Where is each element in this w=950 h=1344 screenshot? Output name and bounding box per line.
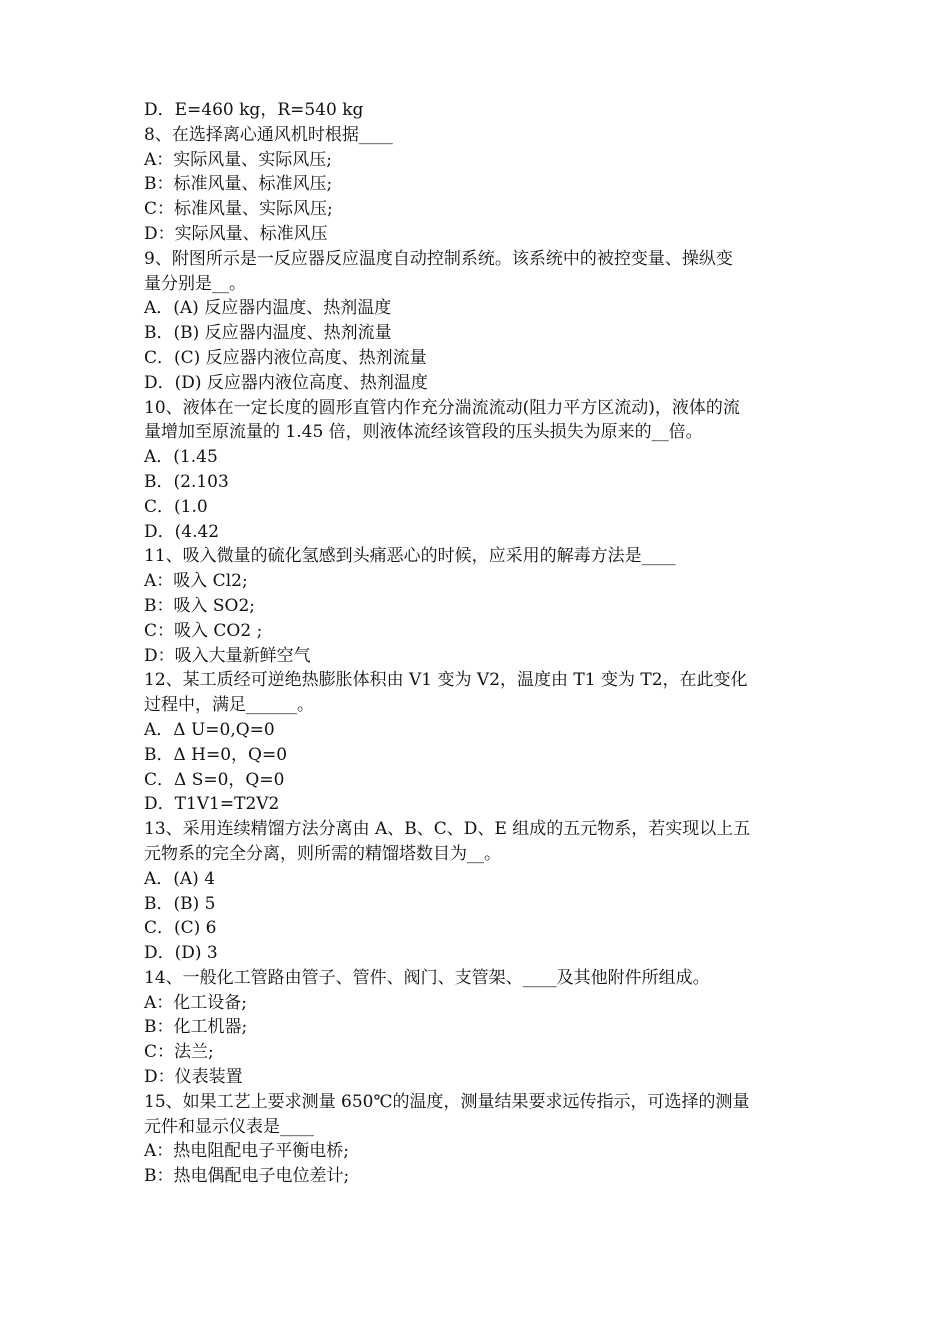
option-line: B．Δ H=0，Q=0 <box>144 744 288 765</box>
question-line: 10、液体在一定长度的圆形直管内作充分湍流流动(阻力平方区流动)，液体的流 <box>144 397 740 418</box>
option-line: C．(C) 6 <box>144 918 217 939</box>
option-line: C：标准风量、实际风压; <box>144 199 333 220</box>
document-page <box>144 98 812 1189</box>
option-line: A：实际风量、实际风压; <box>144 149 333 170</box>
option-line: D．(4.42 <box>144 521 220 542</box>
question-line: 9、附图所示是一反应器反应温度自动控制系统。该系统中的被控变量、操纵变 <box>144 248 733 269</box>
question-line: 8、在选择离心通风机时根据____ <box>144 124 393 145</box>
option-line: C．(1.0 <box>144 496 208 517</box>
question-line: 11、吸入微量的硫化氢感到头痛恶心的时候，应采用的解毒方法是____ <box>144 546 676 567</box>
question-line: 13、采用连续精馏方法分离由 A、B、C、D、E 组成的五元物系，若实现以上五 <box>144 819 751 840</box>
question-line: 量分别是__。 <box>144 273 246 294</box>
question-line: 元件和显示仪表是____ <box>144 1116 314 1137</box>
question-line: 15、如果工艺上要求测量 650℃的温度，测量结果要求远传指示，可选择的测量 <box>144 1091 750 1112</box>
option-line: B：吸入 SO2; <box>144 595 256 616</box>
option-line: D：吸入大量新鲜空气 <box>144 645 311 666</box>
option-line: D．E=460 kg，R=540 kg <box>144 100 364 120</box>
option-line: B．(2.103 <box>144 471 229 492</box>
option-line: B．(B) 反应器内温度、热剂流量 <box>144 323 392 344</box>
question-line: 12、某工质经可逆绝热膨胀体积由 V1 变为 V2，温度由 T1 变为 T2，在此变化 <box>144 670 748 691</box>
option-line: C：吸入 CO2 ; <box>144 620 263 641</box>
option-line: A：热电阻配电子平衡电桥; <box>144 1141 350 1162</box>
option-line: C．Δ S=0，Q=0 <box>144 769 285 790</box>
option-line: D．T1V1=T2V2 <box>144 794 280 815</box>
option-line: A．(A) 4 <box>144 868 216 889</box>
option-line: C：法兰; <box>144 1042 214 1063</box>
option-line: D．(D) 反应器内液位高度、热剂温度 <box>144 372 428 393</box>
option-line: A：化工设备; <box>144 992 248 1013</box>
option-line: A．(1.45 <box>144 447 218 468</box>
option-line: B：热电偶配电子电位差计; <box>144 1166 350 1187</box>
question-line: 量增加至原流量的 1.45 倍，则液体流经该管段的压头损失为原来的__倍。 <box>144 422 703 443</box>
option-line: D：实际风量、标准风压 <box>144 223 328 244</box>
option-line: B：化工机器; <box>144 1017 248 1038</box>
question-line: 元物系的完全分离，则所需的精馏塔数目为__。 <box>144 843 501 864</box>
option-line: A．Δ U=0,Q=0 <box>144 719 275 740</box>
question-line: 14、一般化工管路由管子、管件、阀门、支管架、____及其他附件所组成。 <box>144 967 710 988</box>
option-line: D．(D) 3 <box>144 943 218 964</box>
option-line: A．(A) 反应器内温度、热剂温度 <box>144 298 392 319</box>
option-line: C．(C) 反应器内液位高度、热剂流量 <box>144 347 427 368</box>
option-line: A：吸入 Cl2; <box>144 571 248 592</box>
option-line: B．(B) 5 <box>144 893 216 914</box>
option-line: B：标准风量、标准风压; <box>144 174 333 195</box>
question-line: 过程中，满足______。 <box>144 695 314 716</box>
option-line: D：仪表装置 <box>144 1067 243 1088</box>
